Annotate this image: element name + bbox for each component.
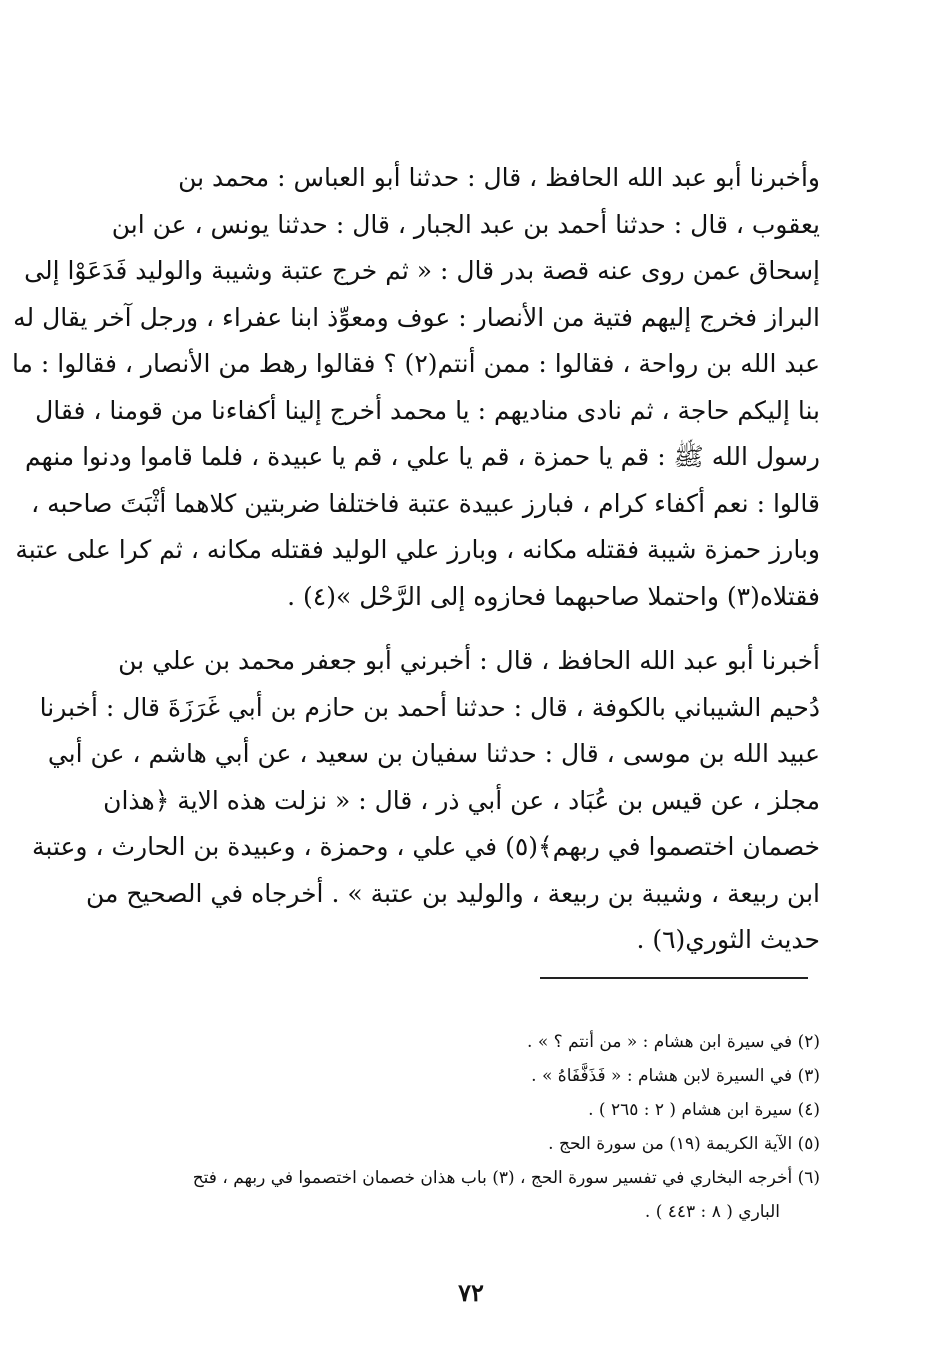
text-line: دُحيم الشيباني بالكوفة ، قال : حدثنا أحمد بن حازم بن أبي غَرَزَةَ قال : أخبرنا (39, 692, 820, 722)
page-number: ٧٢ (458, 1278, 484, 1307)
text-line: عبيد الله بن موسى ، قال : حدثنا سفيان بن سعيد ، عن أبي هاشم ، عن أبي (47, 739, 820, 768)
text-line: البراز فخرج إليهم فتية من الأنصار : عوف ومعوِّذ ابنا عفراء ، ورجل آخر يقال له (13, 302, 820, 332)
text-line: عبد الله بن رواحة ، فقالوا : ممن أنتم(٢) ؟ فقالوا رهط من الأنصار ، فقالوا : ما (11, 349, 820, 378)
text-line: ابن ربيعة ، وشيبة بن ربيعة ، والوليد بن عتبة » . أخرجاه في الصحيح من (86, 878, 820, 908)
footnotes (90, 1025, 820, 1229)
text-line: فقتلاه(٣) واحتملا صاحبهما فحازوه إلى الرَّحْل »(٤) . (287, 581, 820, 611)
footnote-6: (٦) أخرجه البخاري في تفسير سورة الحج ، (٣) باب هذان خصمان اختصموا في ربهم ، فتح (192, 1168, 820, 1188)
text-line: خصمان اختصموا في ربهم﴾(٥) في علي ، وحمزة ، وعبيدة بن الحارث ، وعتبة (32, 832, 820, 861)
paragraph-2 (32, 638, 820, 964)
text-line: بنا إليكم حاجة ، ثم نادى مناديهم : يا محمد أخرج إلينا أكفاءنا من قومنا ، فقال (35, 395, 820, 425)
footnote-2: (٢) في سيرة ابن هشام : « من أنتم ؟ » . (527, 1032, 820, 1052)
footnote-5: (٥) الآية الكريمة (١٩) من سورة الحج . (548, 1134, 820, 1154)
text-line: إسحاق عمن روى عنه قصة بدر قال : « ثم خرج عتبة وشيبة والوليد فَدَعَوْا إلى (24, 256, 820, 285)
text-line: قالوا : نعم أكفاء كرام ، فبارز عبيدة عتبة فاختلفا ضربتين كلاهما أثْبَتَ صاحبه ، (31, 488, 820, 518)
text-line: أخبرنا أبو عبد الله الحافظ ، قال : أخبرني أبو جعفر محمد بن علي بن (118, 646, 820, 675)
text-line: مجلز ، عن قيس بن عُبَاد ، عن أبي ذر ، قال : « نزلت هذه الاية ﴿هذان (103, 785, 820, 815)
text-line: وأخبرنا أبو عبد الله الحافظ ، قال : حدثنا أبو العباس : محمد بن (178, 163, 820, 192)
footnote-4: (٤) سيرة ابن هشام ( ٢ : ٢٦٥ ) . (588, 1100, 820, 1120)
footnote-6-continuation: الباري ( ٨ : ٤٤٣ ) . (644, 1202, 780, 1222)
text-line: يعقوب ، قال : حدثنا أحمد بن عبد الجبار ، قال : حدثنا يونس ، عن ابن (111, 209, 820, 239)
footnote-3: (٣) في السيرة لابن هشام : « فَذَفَّفَاهُ » . (531, 1066, 820, 1086)
text-line: حديث الثوري(٦) . (636, 925, 820, 954)
text-line: رسول الله ﷺ : قم يا حمزة ، قم يا علي ، قم يا عبيدة ، فلما قاموا ودنوا منهم (25, 442, 820, 471)
paragraph-1 (11, 155, 820, 620)
footnote-separator (540, 977, 808, 979)
text-line: وبارز حمزة شيبة فقتله مكانه ، وبارز علي الوليد فقتله مكانه ، ثم كرا على عتبة (15, 535, 820, 564)
